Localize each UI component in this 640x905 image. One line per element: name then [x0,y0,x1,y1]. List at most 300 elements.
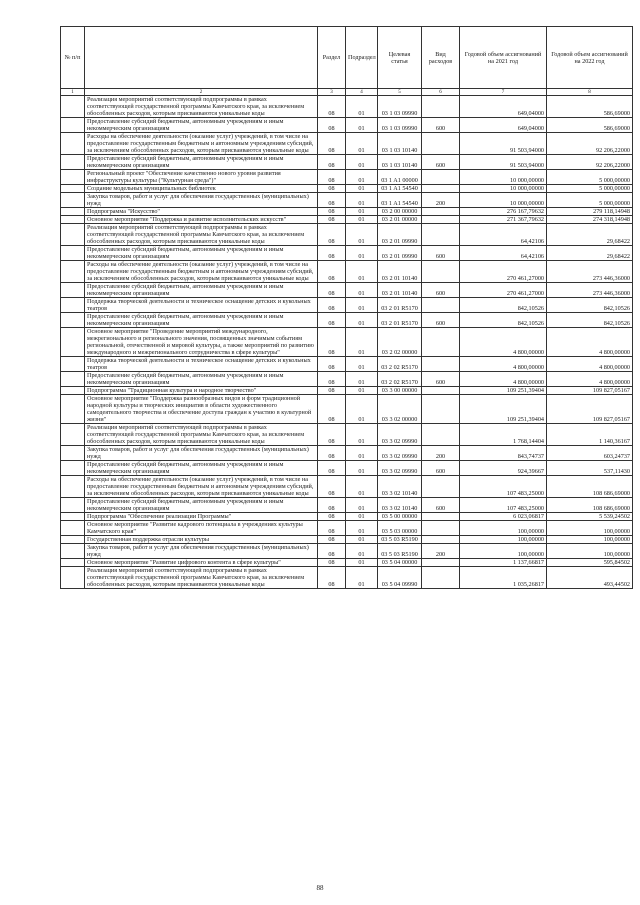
row-amount-2021: 91 503,94000 [460,133,547,155]
table-row [61,567,633,589]
row-amount-2021: 649,04000 [460,118,547,133]
table-row [61,424,633,446]
row-expense-type: 200 [422,446,460,461]
table-row [61,387,633,395]
row-expense-type: 600 [422,246,460,261]
table-row [61,246,633,261]
row-expense-type: 600 [422,372,460,387]
table-row [61,96,633,118]
row-target-article: 03 5 04 09990 [378,567,422,589]
row-target-article: 03 2 01 09990 [378,224,422,246]
col-number: 6 [422,89,460,96]
row-description: Предоставление субсидий бюджетным, автономным учреждениям и иным некоммерческим организациям [85,461,318,476]
row-target-article: 03 1 A1 54540 [378,193,422,208]
row-podrazdel: 01 [346,395,378,424]
row-podrazdel: 01 [346,567,378,589]
column-number-row [61,89,633,96]
budget-table [60,26,633,589]
row-target-article: 03 3 02 09990 [378,461,422,476]
row-expense-type: 600 [422,283,460,298]
table-row [61,155,633,170]
row-podrazdel: 01 [346,96,378,118]
row-expense-type [422,567,460,589]
row-target-article: 03 5 03 R5190 [378,544,422,559]
row-amount-2022: 4 800,00000 [547,357,633,372]
header-vid: Вид расходов [422,27,460,89]
row-amount-2022: 5 000,00000 [547,170,633,185]
row-podrazdel: 01 [346,544,378,559]
row-podrazdel: 01 [346,118,378,133]
row-amount-2021: 924,39667 [460,461,547,476]
row-number [61,170,85,185]
row-razdel: 08 [318,446,346,461]
row-amount-2021: 271 367,79632 [460,216,547,224]
row-expense-type [422,208,460,216]
row-amount-2021: 100,00000 [460,544,547,559]
row-number [61,521,85,536]
table-row [61,498,633,513]
row-amount-2022: 92 206,22000 [547,155,633,170]
header-num: № п/п [61,27,85,89]
col-number: 4 [346,89,378,96]
row-number [61,224,85,246]
row-expense-type: 200 [422,544,460,559]
row-expense-type: 600 [422,155,460,170]
row-target-article: 03 2 01 10140 [378,261,422,283]
row-amount-2022: 109 827,05167 [547,387,633,395]
row-description: Предоставление субсидий бюджетным, автономным учреждениям и иным некоммерческим организациям [85,246,318,261]
row-razdel: 08 [318,185,346,193]
row-expense-type: 200 [422,193,460,208]
header-row [61,27,633,89]
row-description: Закупка товаров, работ и услуг для обеспечения государственных (муниципальных) нужд [85,193,318,208]
row-podrazdel: 01 [346,313,378,328]
row-target-article: 03 2 00 00000 [378,208,422,216]
row-podrazdel: 01 [346,498,378,513]
table-row [61,536,633,544]
row-razdel: 08 [318,567,346,589]
row-number [61,246,85,261]
row-number [61,387,85,395]
row-description: Закупка товаров, работ и услуг для обеспечения государственных (муниципальных) нужд [85,446,318,461]
row-podrazdel: 01 [346,246,378,261]
row-amount-2022: 537,11430 [547,461,633,476]
row-description: Предоставление субсидий бюджетным, автономным учреждениям и иным некоммерческим организациям [85,372,318,387]
row-number [61,185,85,193]
row-amount-2022: 274 318,14948 [547,216,633,224]
row-amount-2022: 595,84502 [547,559,633,567]
row-description: Подпрограмма "Искусство" [85,208,318,216]
row-amount-2021: 270 461,27000 [460,283,547,298]
row-description: Реализация мероприятий соответствующей подпрограммы в рамках соответствующей государственной программы Камчатского края, за исключением обособленных расходов, которым присваиваются уникальные коды [85,567,318,589]
row-target-article: 03 2 02 00000 [378,328,422,357]
table-row [61,513,633,521]
row-description: Подпрограмма "Традиционная культура и народное творчество" [85,387,318,395]
row-number [61,328,85,357]
row-razdel: 08 [318,155,346,170]
row-number [61,395,85,424]
row-number [61,498,85,513]
row-number [61,372,85,387]
row-amount-2021: 100,00000 [460,521,547,536]
row-amount-2021: 10 000,00000 [460,170,547,185]
header-2021: Годовой объем ассигнований на 2021 год [460,27,547,89]
row-number [61,96,85,118]
row-amount-2021: 1 035,26817 [460,567,547,589]
row-podrazdel: 01 [346,216,378,224]
row-podrazdel: 01 [346,476,378,498]
row-target-article: 03 3 02 00000 [378,395,422,424]
table-row [61,313,633,328]
row-podrazdel: 01 [346,559,378,567]
row-amount-2021: 1 768,14404 [460,424,547,446]
row-podrazdel: 01 [346,446,378,461]
row-razdel: 08 [318,544,346,559]
row-expense-type [422,387,460,395]
row-amount-2021: 842,10526 [460,313,547,328]
row-description: Создание модельных муниципальных библиотек [85,185,318,193]
row-expense-type: 600 [422,313,460,328]
row-amount-2022: 109 827,05167 [547,395,633,424]
row-amount-2021: 107 483,25000 [460,476,547,498]
row-target-article: 03 1 03 09990 [378,96,422,118]
row-razdel: 08 [318,261,346,283]
row-amount-2021: 276 167,79632 [460,208,547,216]
row-expense-type [422,559,460,567]
row-amount-2022: 92 206,22000 [547,133,633,155]
row-amount-2022: 29,68422 [547,246,633,261]
row-amount-2022: 100,00000 [547,544,633,559]
row-number [61,536,85,544]
row-amount-2022: 29,68422 [547,224,633,246]
row-podrazdel: 01 [346,155,378,170]
row-target-article: 03 5 03 R5190 [378,536,422,544]
row-number [61,118,85,133]
row-description: Закупка товаров, работ и услуг для обеспечения государственных (муниципальных) нужд [85,544,318,559]
row-razdel: 08 [318,498,346,513]
row-number [61,283,85,298]
row-podrazdel: 01 [346,133,378,155]
row-amount-2021: 843,74737 [460,446,547,461]
row-amount-2021: 64,42106 [460,246,547,261]
row-description: Основное мероприятие "Проведение мероприятий международного, межрегионального и регионального значения, посвященных значимым событиям региональной, отечественной и мировой культуры, а также мероприятий по развитию международного и межрегионального сотрудничества в сфере культуры" [85,328,318,357]
table-row [61,170,633,185]
row-expense-type [422,395,460,424]
row-amount-2021: 107 483,25000 [460,498,547,513]
row-expense-type [422,328,460,357]
row-podrazdel: 01 [346,185,378,193]
row-amount-2022: 842,10526 [547,298,633,313]
table-row [61,559,633,567]
row-razdel: 08 [318,283,346,298]
row-razdel: 08 [318,559,346,567]
row-amount-2021: 109 251,39404 [460,387,547,395]
row-target-article: 03 5 03 00000 [378,521,422,536]
row-target-article: 03 1 03 09990 [378,118,422,133]
row-number [61,313,85,328]
row-razdel: 08 [318,118,346,133]
row-description: Предоставление субсидий бюджетным, автономным учреждениям и иным некоммерческим организациям [85,118,318,133]
row-amount-2021: 4 800,00000 [460,357,547,372]
row-description: Реализация мероприятий соответствующей подпрограммы в рамках соответствующей государственной программы Камчатского края, за исключением обособленных расходов, которым присваиваются уникальные коды [85,96,318,118]
row-expense-type: 600 [422,461,460,476]
row-description: Предоставление субсидий бюджетным, автономным учреждениям и иным некоммерческим организациям [85,155,318,170]
header-podrazdel: Подраздел [346,27,378,89]
table-row [61,476,633,498]
row-expense-type [422,357,460,372]
row-number [61,513,85,521]
row-description: Реализация мероприятий соответствующей подпрограммы в рамках соответствующей государственной программы Камчатского края, за исключением обособленных расходов, которым присваиваются уникальные коды [85,424,318,446]
row-expense-type [422,96,460,118]
row-amount-2021: 842,10526 [460,298,547,313]
header-target: Целевая статья [378,27,422,89]
row-amount-2022: 1 140,36167 [547,424,633,446]
row-amount-2021: 6 023,06817 [460,513,547,521]
row-number [61,193,85,208]
row-number [61,476,85,498]
row-amount-2021: 109 251,39404 [460,395,547,424]
row-expense-type [422,424,460,446]
table-body [61,96,633,589]
row-target-article: 03 3 02 10140 [378,476,422,498]
col-number: 2 [85,89,318,96]
row-target-article: 03 5 00 00000 [378,513,422,521]
col-number: 3 [318,89,346,96]
header-razdel: Раздел [318,27,346,89]
row-razdel: 08 [318,96,346,118]
row-razdel: 08 [318,536,346,544]
row-podrazdel: 01 [346,208,378,216]
row-podrazdel: 01 [346,513,378,521]
row-amount-2022: 586,69000 [547,96,633,118]
row-number [61,155,85,170]
row-number [61,559,85,567]
row-razdel: 08 [318,193,346,208]
row-target-article: 03 2 01 R5170 [378,298,422,313]
row-description: Подпрограмма "Обеспечение реализации Программы" [85,513,318,521]
row-amount-2022: 100,00000 [547,536,633,544]
row-razdel: 08 [318,170,346,185]
row-amount-2021: 91 503,94000 [460,155,547,170]
row-amount-2022: 4 800,00000 [547,372,633,387]
row-razdel: 08 [318,357,346,372]
row-amount-2022: 273 446,36000 [547,283,633,298]
row-number [61,461,85,476]
row-description: Расходы на обеспечение деятельности (оказание услуг) учреждений, в том числе на предоставление государственным бюджетным и автономным учреждениям субсидий, за исключением обособленных расходов, которым присваиваются уникальные коды [85,261,318,283]
table-row [61,133,633,155]
row-razdel: 08 [318,313,346,328]
row-amount-2022: 493,44502 [547,567,633,589]
row-expense-type [422,185,460,193]
table-row [61,357,633,372]
row-podrazdel: 01 [346,521,378,536]
row-podrazdel: 01 [346,261,378,283]
row-amount-2021: 4 800,00000 [460,328,547,357]
row-target-article: 03 2 01 09990 [378,246,422,261]
page-number: 88 [316,884,324,892]
row-description: Поддержка творческой деятельности и техническое оснащение детских и кукольных театров [85,357,318,372]
row-amount-2021: 649,04000 [460,96,547,118]
table-row [61,283,633,298]
row-podrazdel: 01 [346,424,378,446]
table-row [61,208,633,216]
row-expense-type [422,513,460,521]
row-target-article: 03 3 02 10140 [378,498,422,513]
row-amount-2022: 586,69000 [547,118,633,133]
table-row [61,216,633,224]
row-description: Расходы на обеспечение деятельности (оказание услуг) учреждений, в том числе на предоставление государственным бюджетным и автономным учреждениям субсидий, за исключением обособленных расходов, которым присваиваются уникальные коды [85,476,318,498]
row-amount-2022: 279 118,14948 [547,208,633,216]
row-razdel: 08 [318,424,346,446]
row-amount-2021: 1 137,66817 [460,559,547,567]
row-description: Предоставление субсидий бюджетным, автономным учреждениям и иным некоммерческим организациям [85,498,318,513]
row-amount-2022: 5 000,00000 [547,185,633,193]
row-description: Основное мероприятие "Поддержка разнообразных видов и форм традиционной народной культуры и творческих инициатив в области художественного самодеятельного творчества и обеспечение доступа граждан к участию в культурной жизни" [85,395,318,424]
row-number [61,261,85,283]
row-amount-2022: 4 800,00000 [547,328,633,357]
table-row [61,446,633,461]
row-target-article: 03 2 01 10140 [378,283,422,298]
col-number: 7 [460,89,547,96]
row-podrazdel: 01 [346,283,378,298]
row-razdel: 08 [318,461,346,476]
table-row [61,118,633,133]
row-razdel: 08 [318,328,346,357]
row-podrazdel: 01 [346,536,378,544]
row-number [61,544,85,559]
row-number [61,446,85,461]
row-razdel: 08 [318,133,346,155]
row-expense-type [422,170,460,185]
row-number [61,208,85,216]
row-amount-2022: 108 686,69000 [547,498,633,513]
row-target-article: 03 3 02 09990 [378,446,422,461]
col-number: 1 [61,89,85,96]
row-number [61,216,85,224]
table-row [61,461,633,476]
row-description: Предоставление субсидий бюджетным, автономным учреждениям и иным некоммерческим организациям [85,313,318,328]
table-row [61,395,633,424]
row-podrazdel: 01 [346,372,378,387]
row-podrazdel: 01 [346,224,378,246]
row-amount-2021: 10 000,00000 [460,193,547,208]
row-expense-type [422,133,460,155]
row-description: Реализация мероприятий соответствующей подпрограммы в рамках соответствующей государственной программы Камчатского края, за исключением обособленных расходов, которым присваиваются уникальные коды [85,224,318,246]
row-amount-2022: 108 686,69000 [547,476,633,498]
row-description: Поддержка творческой деятельности и техническое оснащение детских и кукольных театров [85,298,318,313]
row-razdel: 08 [318,298,346,313]
row-number [61,424,85,446]
row-podrazdel: 01 [346,461,378,476]
row-razdel: 08 [318,246,346,261]
row-description: Основное мероприятие "Развитие кадрового потенциала в учреждениях культуры Камчатского края" [85,521,318,536]
row-target-article: 03 1 03 10140 [378,155,422,170]
row-expense-type [422,521,460,536]
row-amount-2021: 4 800,00000 [460,372,547,387]
col-number: 8 [547,89,633,96]
row-expense-type: 600 [422,118,460,133]
row-podrazdel: 01 [346,170,378,185]
row-amount-2022: 273 446,36000 [547,261,633,283]
row-podrazdel: 01 [346,193,378,208]
table-row [61,521,633,536]
row-razdel: 08 [318,513,346,521]
row-target-article: 03 2 02 R5170 [378,357,422,372]
row-expense-type [422,216,460,224]
table-row [61,193,633,208]
row-target-article: 03 3 00 00000 [378,387,422,395]
row-razdel: 08 [318,521,346,536]
table-row [61,544,633,559]
row-podrazdel: 01 [346,387,378,395]
table-row [61,372,633,387]
row-description: Государственная поддержка отрасли культуры [85,536,318,544]
row-target-article: 03 5 04 00000 [378,559,422,567]
row-amount-2022: 603,24737 [547,446,633,461]
col-number: 5 [378,89,422,96]
row-razdel: 08 [318,216,346,224]
row-amount-2022: 100,00000 [547,521,633,536]
row-expense-type [422,476,460,498]
table-row [61,224,633,246]
row-amount-2021: 100,00000 [460,536,547,544]
row-podrazdel: 01 [346,357,378,372]
row-amount-2022: 5 539,24502 [547,513,633,521]
row-amount-2021: 270 461,27000 [460,261,547,283]
row-razdel: 08 [318,224,346,246]
row-expense-type: 600 [422,498,460,513]
row-description: Расходы на обеспечение деятельности (оказание услуг) учреждений, в том числе на предоставление государственным бюджетным и автономным учреждениям субсидий, за исключением обособленных расходов, которым присваиваются уникальные коды [85,133,318,155]
row-amount-2021: 10 000,00000 [460,185,547,193]
row-number [61,133,85,155]
row-target-article: 03 1 03 10140 [378,133,422,155]
row-amount-2021: 64,42106 [460,224,547,246]
row-razdel: 08 [318,395,346,424]
row-target-article: 03 2 01 R5170 [378,313,422,328]
row-description: Региональный проект "Обеспечение качественно нового уровня развития инфраструктуры культуры ("Культурная среда")" [85,170,318,185]
row-description: Основное мероприятие "Поддержка и развитие исполнительских искусств" [85,216,318,224]
row-target-article: 03 1 A1 54540 [378,185,422,193]
row-amount-2022: 5 000,00000 [547,193,633,208]
row-razdel: 08 [318,208,346,216]
row-target-article: 03 3 02 09990 [378,424,422,446]
row-razdel: 08 [318,372,346,387]
row-number [61,357,85,372]
row-number [61,567,85,589]
table-row [61,298,633,313]
row-expense-type [422,298,460,313]
row-description: Предоставление субсидий бюджетным, автономным учреждениям и иным некоммерческим организациям [85,283,318,298]
table-row [61,185,633,193]
row-expense-type [422,536,460,544]
row-razdel: 08 [318,476,346,498]
row-podrazdel: 01 [346,298,378,313]
row-target-article: 03 2 01 00000 [378,216,422,224]
row-podrazdel: 01 [346,328,378,357]
row-target-article: 03 1 A1 00000 [378,170,422,185]
row-amount-2022: 842,10526 [547,313,633,328]
table-row [61,261,633,283]
table-row [61,328,633,357]
row-expense-type [422,261,460,283]
row-razdel: 08 [318,387,346,395]
row-target-article: 03 2 02 R5170 [378,372,422,387]
row-number [61,298,85,313]
row-expense-type [422,224,460,246]
row-description: Основное мероприятие "Развитие цифрового контента в сфере культуры" [85,559,318,567]
header-desc [85,27,318,89]
header-2022: Годовой объем ассигнований на 2022 год [547,27,633,89]
